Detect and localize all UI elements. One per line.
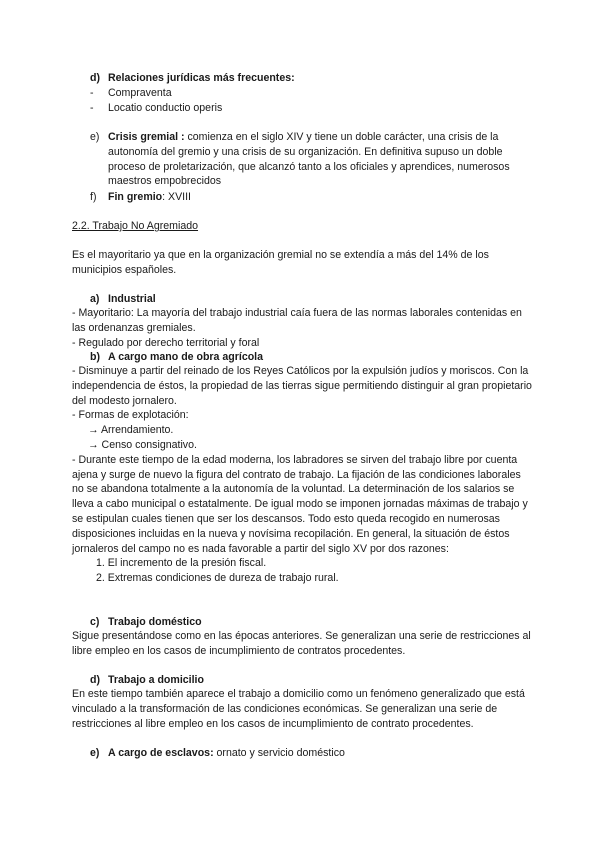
- term: Fin gremio: [108, 191, 163, 203]
- list-item: - Compraventa: [90, 87, 172, 99]
- domestico-paragraph: Sigue presentándose como en las épocas anteriores. Se generalizan una serie de restricciones al libre empleo en los casos de incumplimiento de contratos procedentes.: [72, 630, 531, 657]
- intro-paragraph: Es el mayoritario ya que en la organización gremial no se extendía a más del 14% de los municipios españoles.: [72, 249, 489, 276]
- heading-esclavos: e) A cargo de esclavos: ornato y servicio doméstico: [90, 747, 345, 759]
- list-item-crisis-gremial: [90, 130, 535, 189]
- heading-relaciones: [90, 71, 295, 86]
- marker: d): [90, 72, 100, 84]
- domicilio-paragraph: En este tiempo también aparece el trabajo a domicilio como un fenómeno generalizado que está vinculado a la transformación de las condiciones económicas. Se generalizan una serie de restricciones al libre empleo en los casos de incumplimiento de contrato procedentes.: [72, 688, 525, 730]
- industrial-body: [72, 306, 532, 350]
- term: Crisis gremial :: [108, 131, 185, 143]
- list-item: 2. Extremas condiciones de dureza de trabajo rural.: [96, 572, 339, 585]
- list-item: → Arrendamiento.: [88, 424, 174, 437]
- marker: e): [90, 131, 100, 143]
- list-item: - Locatio conductio operis: [90, 102, 223, 114]
- paragraph: - Mayoritario: La mayoría del trabajo industrial caía fuera de las normas laborales contenidas en las ordenanzas gremiales.: [72, 307, 522, 334]
- paragraph: - Disminuye a partir del reinado de los Reyes Católicos por la expulsión judíos y moriscos. Con la independencia de éstos, la propiedad de las tierras sigue permitiendo distinguir al gran propietario del modesto jornalero.: [72, 365, 532, 407]
- marker: f): [90, 191, 97, 203]
- paragraph: - Regulado por derecho territorial y foral: [72, 336, 260, 349]
- heading-note: ornato y servicio doméstico: [213, 747, 345, 759]
- heading-text: Relaciones jurídicas más frecuentes:: [108, 72, 295, 84]
- paragraph: - Formas de explotación:: [72, 409, 189, 422]
- list-item-fin-gremio: [90, 190, 535, 205]
- paragraph: - Durante este tiempo de la edad moderna, los labradores se sirven del trabajo libre por cuenta ajena y surge de nuevo la figura del contrato de trabajo. La fijación de las condiciones laborales no se abandona totalmente a la autonomía de la voluntad. La determinación de los salarios se lleva a cabo municipal o estatalmente. De igual modo se imponen jornadas máximas de trabajo y se estipulan cuales tienen que ser los descansos. Todo esto queda recogido en numerosas disposiciones incluidas en la nueva y novísima recopilación. En general, la situación de éstos jornaleros del campo no es nada favorable a partir del siglo XV por dos razones:: [72, 453, 528, 555]
- list-item: → Censo consignativo.: [88, 438, 197, 451]
- list-item: 1. El incremento de la presión fiscal.: [96, 557, 267, 570]
- term-text: : XVIII: [162, 191, 192, 203]
- term-text: comienza en el siglo XIV y tiene un doble carácter, una crisis de la autonomía del gremio y una crisis de su organización. En definitiva supuso un doble proceso de proletarización, que alcanzó tanto a los oficiales y aprendices, numerosos maestros empobrecidos: [108, 131, 510, 188]
- heading-domestico: c) Trabajo doméstico: [90, 616, 202, 628]
- section-heading: 2.2. Trabajo No Agremiado: [72, 220, 199, 232]
- heading-agricola: b) A cargo mano de obra agrícola: [90, 351, 264, 363]
- agricola-body: [72, 364, 532, 586]
- heading-industrial: a) Industrial: [90, 293, 156, 305]
- heading-domicilio: d) Trabajo a domicilio: [90, 674, 204, 686]
